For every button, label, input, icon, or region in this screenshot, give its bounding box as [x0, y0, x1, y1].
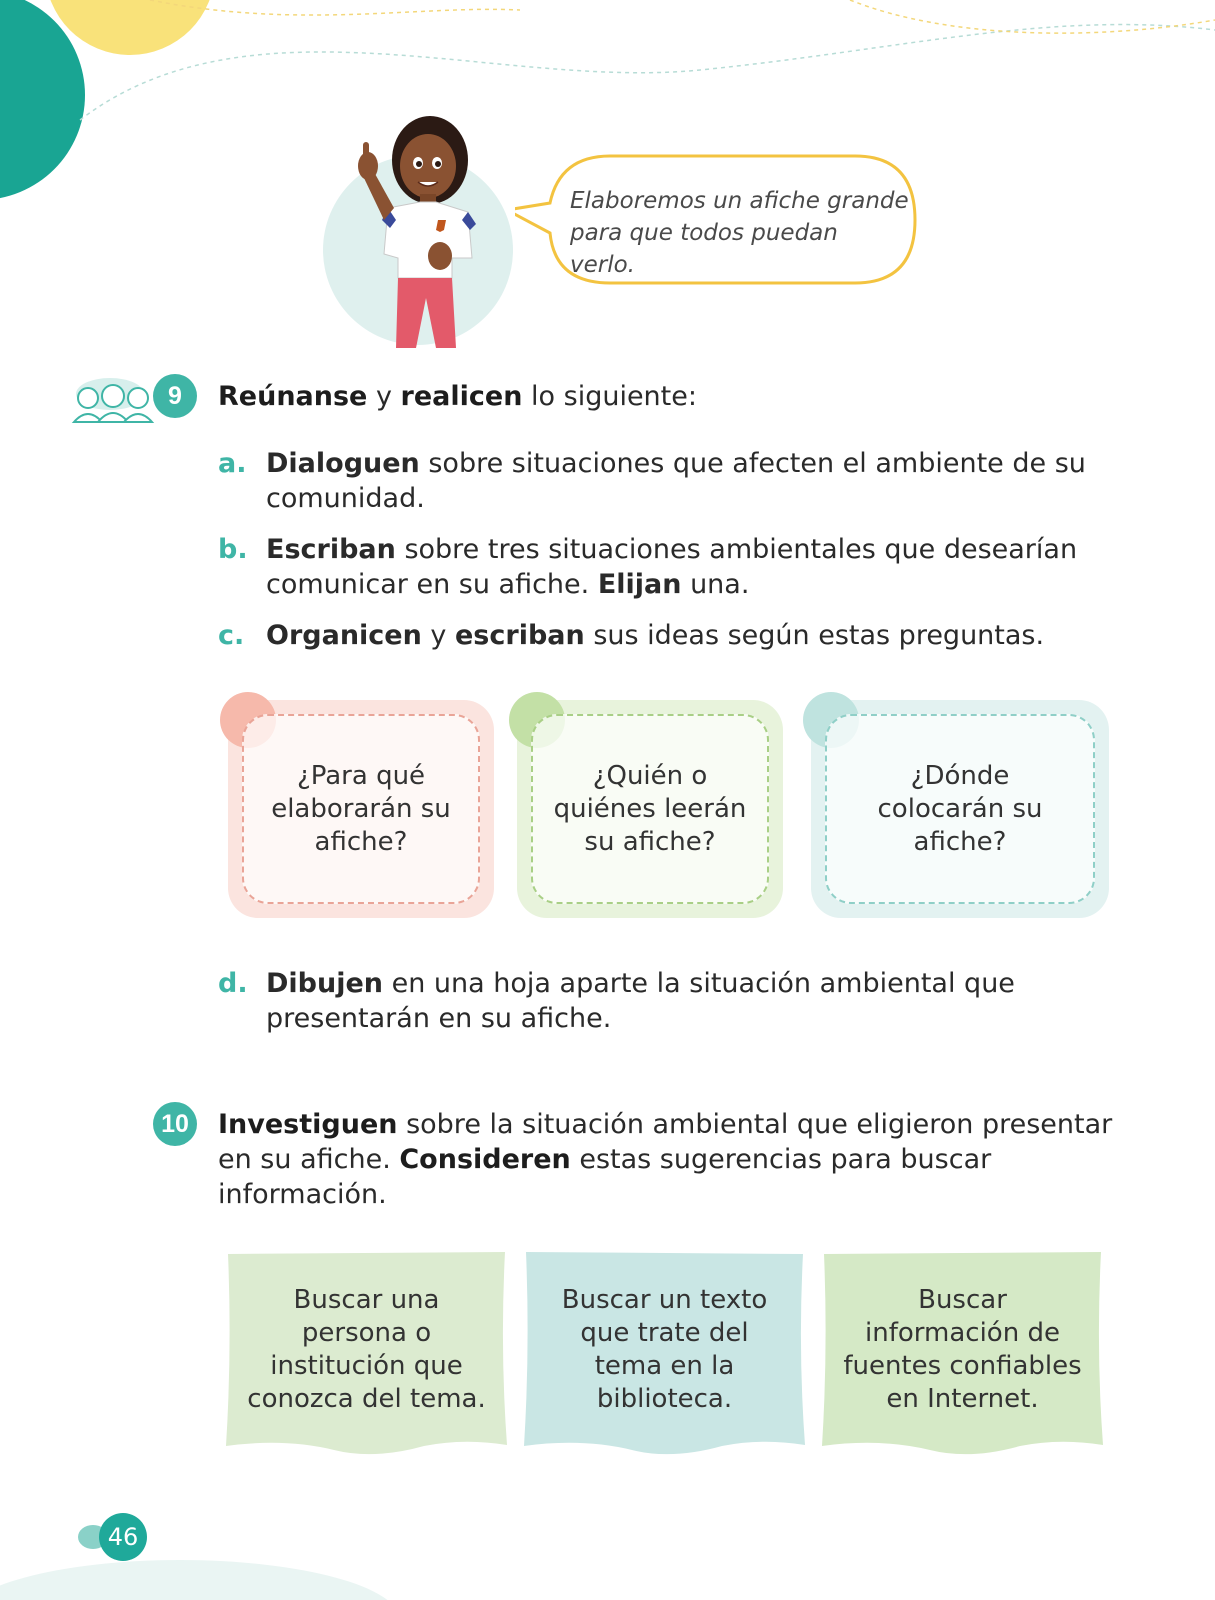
tip-card-expert: [224, 1250, 509, 1465]
girl-illustration: [340, 108, 500, 348]
speech-bubble-text: Elaboremos un afiche grande para que todos puedan verlo.: [570, 188, 909, 278]
question-text: ¿Dónde colocarán su afiche?: [825, 714, 1095, 904]
tip-card-library: [522, 1250, 807, 1465]
activity-9-item-a: a. Dialoguen sobre situaciones que afecten el ambiente de su comunidad.: [218, 448, 1086, 514]
item-letter: d.: [218, 968, 248, 999]
activity-10-text: Investiguen sobre la situación ambiental que eligieron presentar en su afiche. Consideren estas sugerencias para buscar información.: [218, 1109, 1113, 1210]
activity-10-number-badge: 10: [153, 1102, 197, 1146]
question-card-location: [811, 700, 1109, 918]
question-card-purpose: [228, 700, 494, 918]
group-work-icon: [68, 372, 158, 432]
item-letter: b.: [218, 534, 248, 565]
question-text: ¿Para qué elaborarán su afiche?: [242, 714, 480, 904]
activity-9-item-c: c. Organicen y escriban sus ideas según estas preguntas.: [218, 620, 1045, 651]
activity-9-number-badge: 9: [153, 374, 197, 418]
tip-card-internet: [820, 1250, 1105, 1465]
activity-9-item-b: b. Escriban sobre tres situaciones ambientales que desearían comunicar en su afiche. Elijan una.: [218, 534, 1078, 600]
activity-9-intro: Reúnanse y realicen lo siguiente:: [218, 381, 697, 412]
question-text: ¿Quién o quiénes leerán su afiche?: [531, 714, 769, 904]
item-letter: a.: [218, 448, 247, 479]
activity-9-item-d: d. Dibujen en una hoja aparte la situación ambiental que presentarán en su afiche.: [218, 968, 1015, 1034]
question-card-audience: [517, 700, 783, 918]
tip-text: Buscar información de fuentes confiables en Internet.: [843, 1285, 1082, 1414]
item-letter: c.: [218, 620, 245, 651]
page-number: 46: [99, 1513, 147, 1561]
tip-text: Buscar un texto que trate del tema en la biblioteca.: [561, 1285, 768, 1414]
tip-text: Buscar una persona o institución que conozca del tema.: [247, 1285, 486, 1414]
